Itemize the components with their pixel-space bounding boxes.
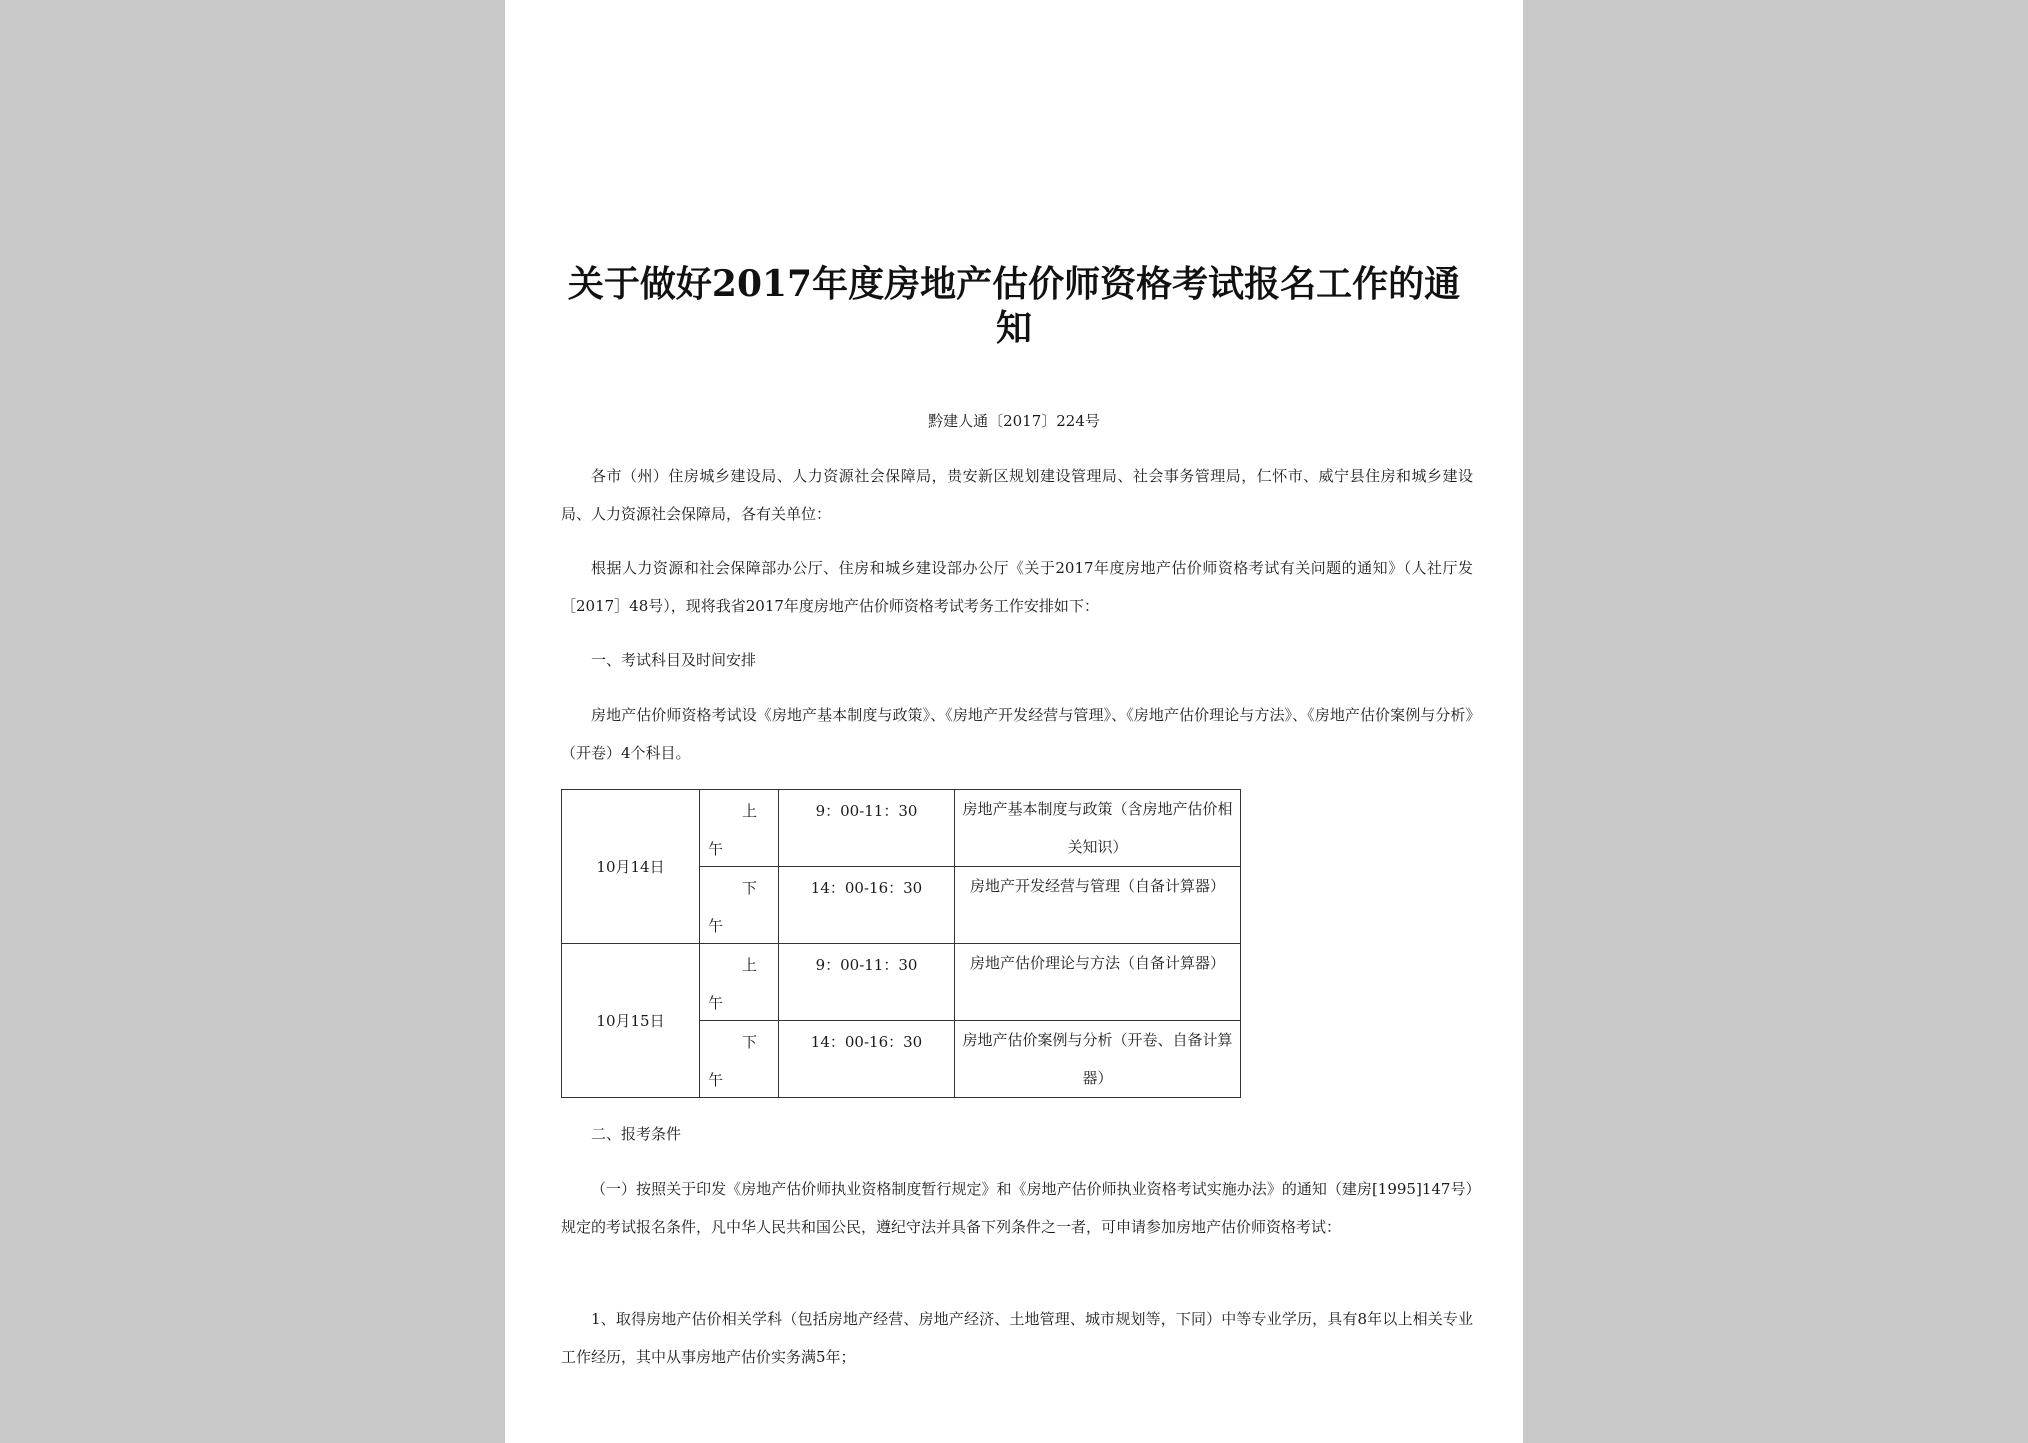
period-char: 上 (742, 802, 758, 820)
exam-schedule-table (561, 789, 1241, 1098)
schedule-subject-cell: 房地产估价理论与方法（自备计算器） (955, 944, 1241, 1021)
intro-paragraph: 根据人力资源和社会保障部办公厅、住房和城乡建设部办公厅《关于2017年度房地产估价师资格考试有关问题的通知》（人社厅发［2017］48号），现将我省2017年度房地产估价师资格考试考务工作安排如下： (561, 559, 1473, 615)
schedule-time-cell: 9：00-11：30 (779, 790, 955, 867)
schedule-subject-cell: 房地产开发经营与管理（自备计算器） (955, 867, 1241, 944)
period-char: 午 (708, 1071, 724, 1089)
addressee-paragraph: 各市（州）住房城乡建设局、人力资源社会保障局，贵安新区规划建设管理局、社会事务管理局，仁怀市、威宁县住房和城乡建设局、人力资源社会保障局，各有关单位： (561, 467, 1473, 523)
schedule-time-cell: 14：00-16：30 (779, 1021, 955, 1098)
section1-heading: 一、考试科目及时间安排 (591, 651, 757, 669)
document-page (505, 0, 1523, 1443)
schedule-period-cell (700, 790, 779, 867)
schedule-period-cell (700, 1021, 779, 1098)
schedule-subject-cell: 房地产基本制度与政策（含房地产估价相关知识） (955, 790, 1241, 867)
schedule-period-cell (700, 867, 779, 944)
section1-paragraph: 房地产估价师资格考试设《房地产基本制度与政策》、《房地产开发经营与管理》、《房地产估价理论与方法》、《房地产估价案例与分析》（开卷）4个科目。 (561, 706, 1473, 762)
schedule-time-cell: 14：00-16：30 (779, 867, 955, 944)
document-title: 关于做好2017年度房地产估价师资格考试报名工作的通知 (567, 263, 1461, 349)
section2-heading: 二、报考条件 (591, 1125, 682, 1143)
document-number: 黔建人通〔2017〕224号 (928, 412, 1100, 430)
schedule-date-cell: 10月14日 (562, 790, 700, 944)
table-row (562, 790, 1241, 867)
period-char: 下 (742, 1033, 758, 1051)
table-row (562, 944, 1241, 1021)
schedule-date-cell: 10月15日 (562, 944, 700, 1098)
schedule-time-cell: 9：00-11：30 (779, 944, 955, 1021)
section2-sub1-paragraph: （一）按照关于印发《房地产估价师执业资格制度暂行规定》和《房地产估价师执业资格考试实施办法》的通知（建房[1995]147号）规定的考试报名条件，凡中华人民共和国公民，遵纪守法并具备下列条件之一者，可申请参加房地产估价师资格考试： (561, 1180, 1473, 1236)
period-char: 下 (742, 879, 758, 897)
period-char: 午 (708, 840, 724, 858)
schedule-period-cell (700, 944, 779, 1021)
item1-paragraph: 1、取得房地产估价相关学科（包括房地产经营、房地产经济、土地管理、城市规划等，下同）中等专业学历，具有8年以上相关专业工作经历，其中从事房地产估价实务满5年； (561, 1310, 1473, 1366)
period-char: 上 (742, 956, 758, 974)
period-char: 午 (708, 994, 724, 1012)
period-char: 午 (708, 917, 724, 935)
schedule-subject-cell: 房地产估价案例与分析（开卷、自备计算器） (955, 1021, 1241, 1098)
